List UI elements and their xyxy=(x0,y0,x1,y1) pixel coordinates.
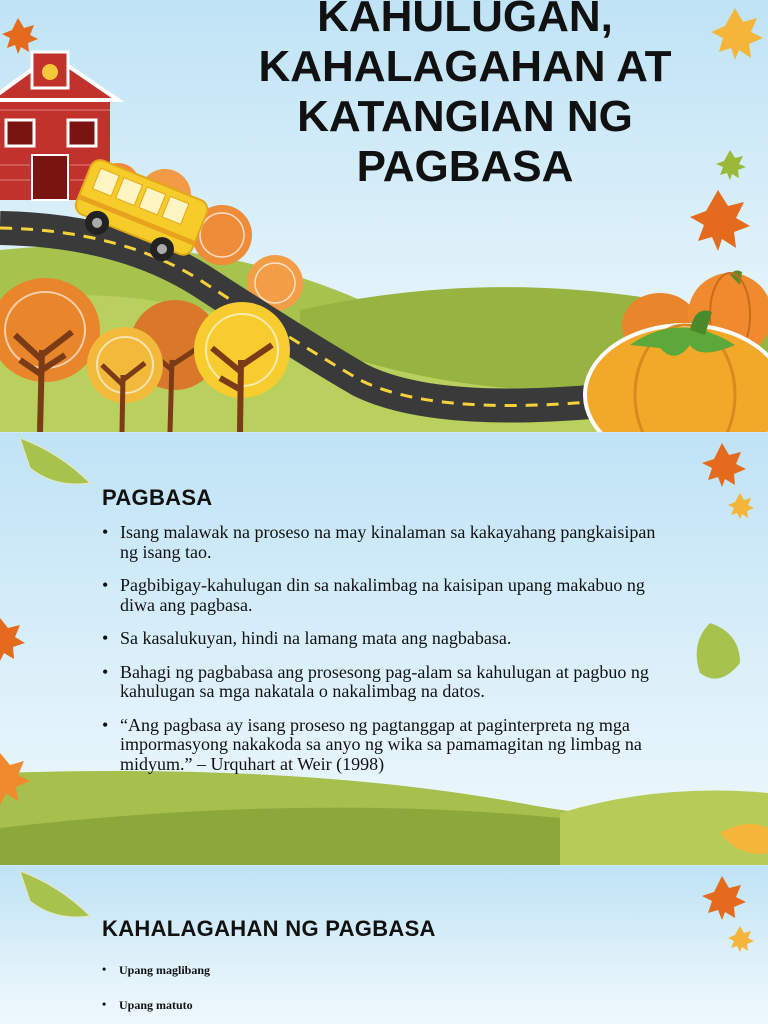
list-item: • Upang matuto xyxy=(102,998,210,1013)
title-line: KAHALAGAHAN AT xyxy=(258,42,672,91)
kahalagahan-slide xyxy=(0,866,768,1024)
title-slide xyxy=(0,0,768,432)
list-item: • Sa kasalukuyan, hindi na lamang mata ang nagbabasa. xyxy=(102,629,662,649)
bullet-list xyxy=(102,523,662,788)
slide-heading: KAHALAGAHAN NG PAGBASA xyxy=(102,916,436,941)
list-item: • Bahagi ng pagbabasa ang prosesong pag-alam sa kahulugan at pagbuo ng kahulugan sa mga nakatala o nakalimbag na datos. xyxy=(102,663,662,702)
slide-title xyxy=(195,0,735,192)
list-item: • “Ang pagbasa ay isang proseso ng pagtanggap at paginterpreta ng mga impormasyong nakakoda sa anyo ng wika sa pamamagitan ng limbag na midyum.” – Urquhart at Weir (1998) xyxy=(102,716,662,775)
list-item: • Upang maglibang xyxy=(102,963,210,978)
pagbasa-slide xyxy=(0,433,768,865)
list-item: • Isang malawak na proseso na may kinalaman sa kakayahang pangkaisipan ng isang tao. xyxy=(102,523,662,562)
title-line: KATANGIAN NG PAGBASA xyxy=(297,92,633,191)
list-item: • Pagbibigay-kahulugan din sa nakalimbag na kaisipan upang makabuo ng diwa ang pagbasa. xyxy=(102,576,662,615)
bullet-list xyxy=(102,963,210,1024)
slide-heading: PAGBASA xyxy=(102,485,213,510)
title-line: KAHULUGAN, xyxy=(317,0,613,41)
